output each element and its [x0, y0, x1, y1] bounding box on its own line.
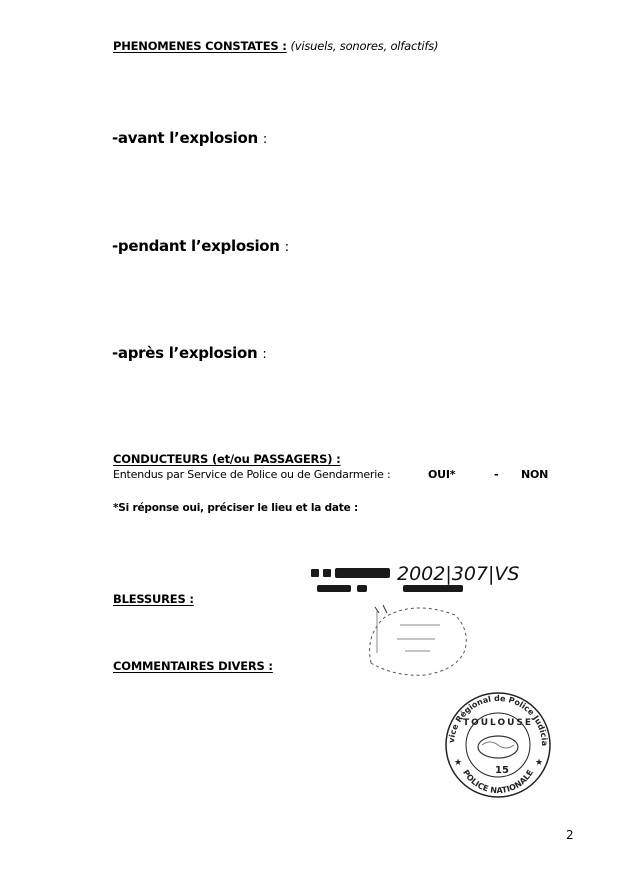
police-seal-graphic: [440, 687, 555, 799]
page-number: 2: [566, 828, 574, 842]
answer-yes: OUI*: [428, 468, 456, 481]
drivers-question: Entendus par Service de Police ou de Gendarmerie :: [113, 468, 391, 481]
section-after-explosion: [112, 344, 266, 362]
seal-number: 15: [495, 765, 509, 776]
answer-separator: -: [494, 468, 499, 481]
drivers-title: CONDUCTEURS (et/ou PASSAGERS) :: [113, 452, 341, 466]
header-subtitle: (visuels, sonores, olfactifs): [290, 39, 439, 53]
reference-stamp-graphic: [305, 555, 545, 685]
seal-top-text: vice Régional de Police Judicia: [447, 693, 550, 747]
injuries-title: BLESSURES :: [113, 592, 194, 606]
seal-city: TOULOUSE: [462, 718, 534, 728]
section-after-label: -après l’explosion: [112, 344, 258, 362]
section-during-explosion: [112, 237, 289, 255]
section-before-label: -avant l’explosion: [112, 129, 258, 147]
police-seal: [440, 687, 555, 803]
svg-text:Service Régional de Police Jud: [440, 687, 549, 746]
comments-title: COMMENTAIRES DIVERS :: [113, 659, 273, 673]
reference-number: 2002|307|VS: [397, 563, 520, 585]
svg-text:★: ★: [454, 758, 463, 768]
reference-stamp: [305, 555, 545, 689]
section-before-colon: :: [262, 132, 267, 147]
svg-text:★: ★: [535, 758, 544, 768]
page-header: [113, 39, 438, 53]
drivers-note: *Si réponse oui, préciser le lieu et la date :: [113, 502, 358, 514]
header-title: PHENOMENES CONSTATES :: [113, 39, 287, 53]
section-before-explosion: [112, 129, 267, 147]
seal-bottom-text: POLICE NATIONALE: [461, 768, 535, 796]
section-during-colon: :: [284, 240, 289, 255]
section-after-colon: :: [262, 347, 267, 362]
answer-no: NON: [521, 468, 549, 481]
section-during-label: -pendant l’explosion: [112, 237, 280, 255]
